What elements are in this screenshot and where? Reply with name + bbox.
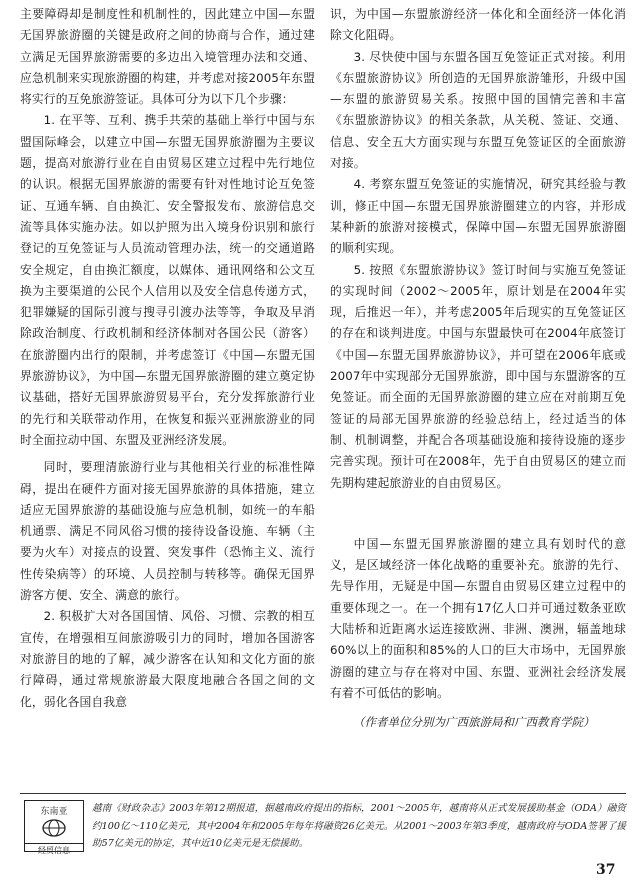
page-number: 37 xyxy=(596,862,616,878)
logo-top-text: 东南亚 xyxy=(40,807,68,817)
step-5-paragraph: 5. 按照《东盟旅游协议》签订时间与实施互免签证的实现时间（2002～2005年，原计划是在2004年实现，后推迟一年），并考虑2005年后现实的互免签证区的存在和谈判进度。中国与东盟最快可在2004年底签订《中国—东盟无国界旅游协议》，并可望在2006年底或2007年中实现部分无国界旅游，即中国与东盟游客的互免签证。而全面的无国界旅游圈的建立应在对前期互免签证的局部无国界旅游的经验总结上，经过适当的体制、机制调整，并配合各项基础设施和接待设施的逐步完善实现。预计可在2008年，先于自由贸易区的建立而先期构建起旅游业的自由贸易区。 xyxy=(330,262,626,490)
logo-bottom-text: 经贸信息 xyxy=(25,843,83,856)
footer-news-note: 越南《财政杂志》2003年第12期报道，据越南政府提出的指标，2001～2005年，越南将从正式发展援助基金（ODA）融资约100亿～110亿美元，其中2004年和2005年每年将融资26亿美元。从2001～2003年第3季度，越南政府与ODA签署了援助57亿美元的协定，其中近10亿美元是无偿援助。 xyxy=(92,803,626,849)
sea-trade-logo xyxy=(24,800,84,855)
meanwhile-paragraph: 同时，要理清旅游行业与其他相关行业的标准性障碍，提出在硬件方面对接无国界旅游的具体措施，建立适应无国界旅游的基础设施与应急机制，如统一的车船机通票、满足不同风俗习惯的接待设备设施、车辆（主要为火车）对接点的设置、突发事件（恐怖主义、流行性传染病等）的环境、人员控制与转移等。确保无国界游客方便、安全、满意的旅行。 xyxy=(20,460,315,603)
intro-paragraph: 主要障碍却是制度性和机制性的，因此建立中国—东盟无国界旅游圈的关键是政府之间的协商与合作，通过建立满足无国界旅游需要的多边出入境管理办法和交通、应急机制来实现旅游圈的构建，并考虑对接2005年东盟将实行的互免旅游签证。具体可分为以下几个步骤： xyxy=(20,7,315,107)
step-2-paragraph: 2. 积极扩大对各国国情、风俗、习惯、宗教的相互宣传，在增强相互间旅游吸引力的同时，增加各国游客对旅游目的地的了解，减少游客在认知和文化方面的旅行障碍，通过常规旅游最大限度地融合各国之间的文化，弱化各国自我意 xyxy=(20,609,315,709)
globe-icon xyxy=(25,819,83,840)
left-column xyxy=(20,4,315,713)
author-attribution: （作者单位分别为广西旅游局和广西教育学院） xyxy=(353,715,595,730)
step-3-paragraph: 3. 尽快使中国与东盟各国互免签证正式对接。利用《东盟旅游协议》所创造的无国界旅游雏形，升级中国—东盟的旅游贸易关系。按照中国的国情完善和丰富《东盟旅游协议》的相关条款，从关税、签证、交通、信息、安全五大方面实现与东盟互免签证区的全面旅游对接。 xyxy=(330,49,626,171)
continuation-paragraph: 识，为中国—东盟旅游经济一体化和全面经济一体化消除文化阻碍。 xyxy=(330,7,626,43)
step-4-paragraph: 4. 考察东盟互免签证的实施情况，研究其经验与教训，修正中国—东盟无国界旅游圈建立的内容，并形成某种新的旅游对接模式，保障中国—东盟无国界旅游圈的顺利实现。 xyxy=(330,177,626,256)
right-column xyxy=(330,4,626,745)
section-gap xyxy=(330,494,626,534)
footer-divider xyxy=(20,793,626,794)
conclusion-paragraph: 中国—东盟无国界旅游圈的建立具有划时代的意义，是区域经济一体化战略的重要补充。旅游的先行、先导作用，无疑是中国—东盟自由贸易区建立过程中的重要体现之一。在一个拥有17亿人口并可通过数条亚欧大陆桥和近距离水运连接欧洲、非洲、澳洲，辐盖地球60%以上的面积和85%的人口的巨大市场中，无国界旅游圈的建立与存在将对中国、东盟、亚洲社会经济发展有着不可低估的影响。 xyxy=(330,536,626,700)
step-1-paragraph: 1. 在平等、互利、携手共荣的基础上举行中国与东盟国际峰会，以建立中国—东盟无国界旅游圈为主要议题，提高对旅游行业在自由贸易区建立过程中先行地位的认识。根据无国界旅游的需要有针对性地讨论互免签证、互通车辆、自由换汇、安全警报发布、旅游信息交流等具体实施办法。如以护照为出入境身份识别和旅行登记的互免签证与人员流动管理办法，统一的交通道路安全规定，自由换汇额度，以媒体、通讯网络和公文互换为主要渠道的公民个人信用以及安全信息传递方式，犯罪嫌疑的国际引渡与搜寻引渡办法等等，争取及早消除政治制度、行政机制和经济体制对各国公民（游客）在旅游圈内出行的限制，并考虑签订《中国—东盟无国界旅游协议》，为中国—东盟无国界旅游圈的建立奠定协议基础，搭好无国界旅游贸易平台，充分发挥旅游行业的先行和关联带动作用，在恢复和振兴亚洲旅游业的同时全面拉动中国、东盟及亚洲经济发展。 xyxy=(20,113,315,447)
